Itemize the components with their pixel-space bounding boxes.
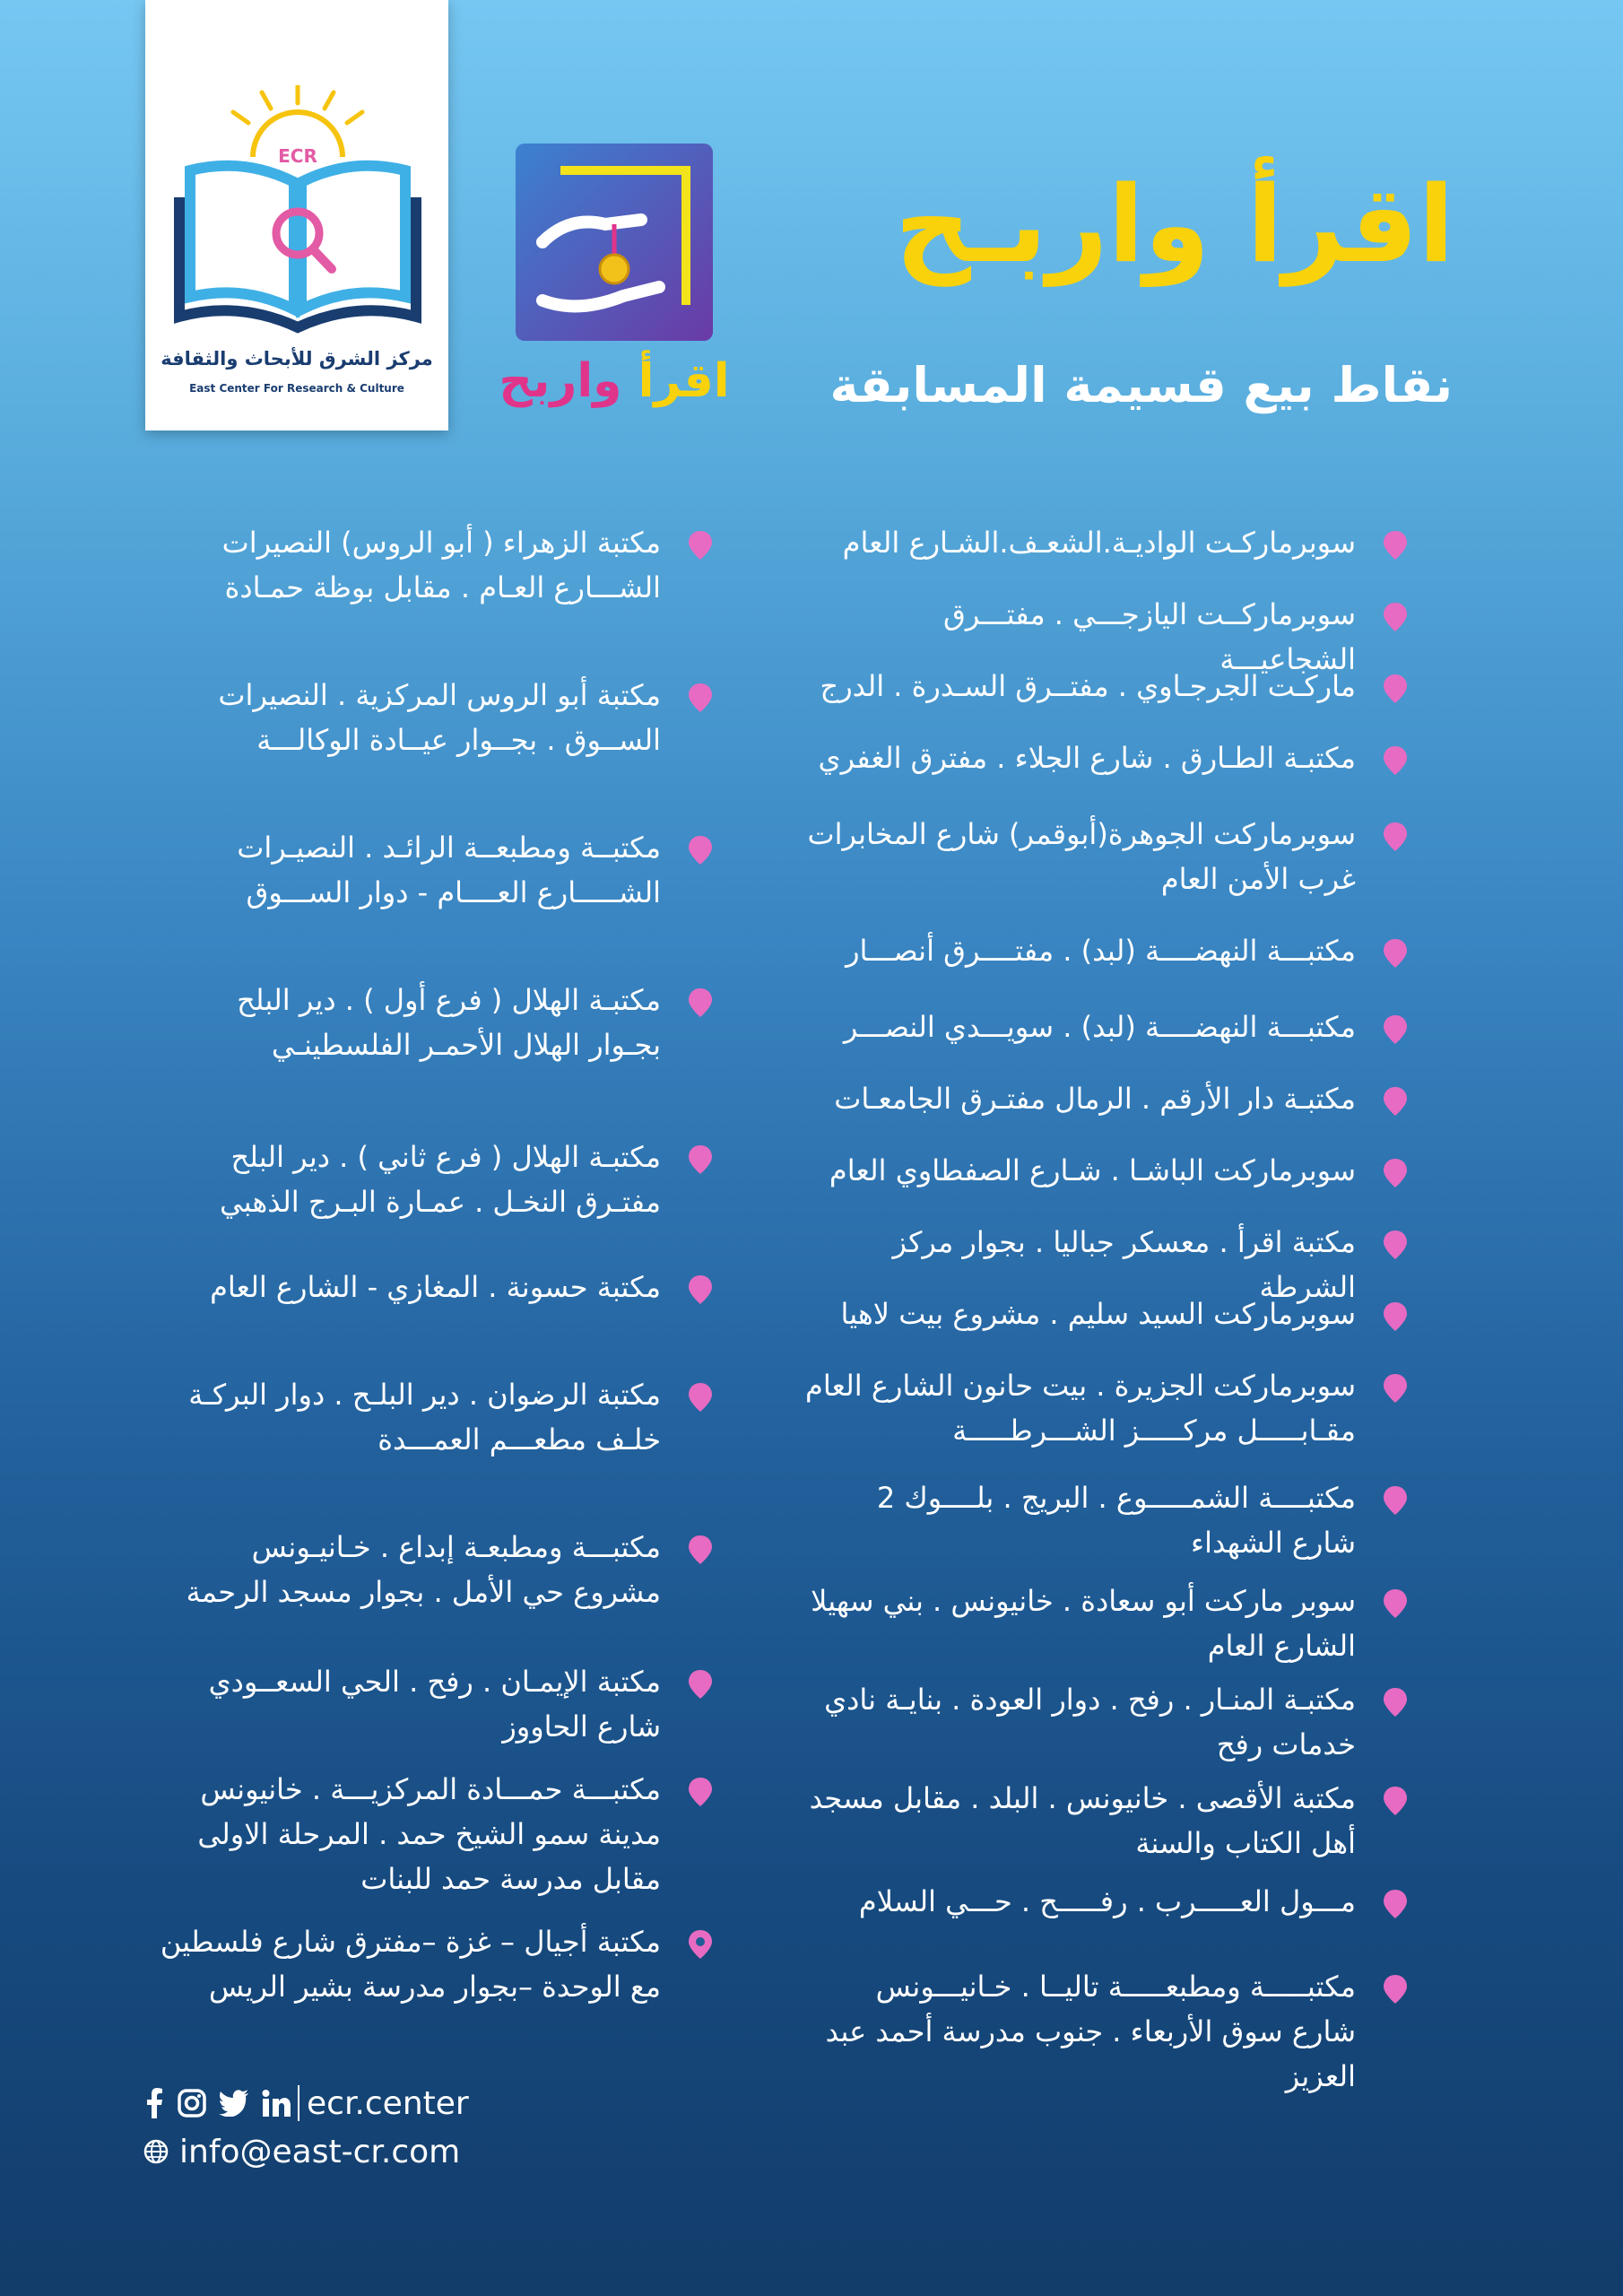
location-pin-icon xyxy=(1381,1013,1410,1046)
list-item xyxy=(798,1578,1417,1677)
list-item xyxy=(103,1372,722,1471)
sales-point-text: مـــول العـــــرب . رفـــــح . حـــي السلام xyxy=(858,1884,1356,1918)
sales-point-text: مكتبـــة النهضــــة (لبد) . مفتــــرق أنصـــار xyxy=(846,934,1356,968)
email-row xyxy=(143,2127,469,2176)
list-item xyxy=(103,1659,722,1758)
emblem-word-read: اقرأ xyxy=(638,354,730,408)
list-item xyxy=(103,673,722,771)
emblem-caption xyxy=(498,354,731,408)
globe-icon xyxy=(143,2139,169,2164)
page-title: اقرأ واربـح xyxy=(894,162,1454,286)
location-pin-icon xyxy=(686,529,715,561)
sales-point-text: مكتبـــة حمـــادة المركزيـــة . خانيونس مدينة سمو الشيخ حمد . المرحلة الاولى مقابل مدرسة حمد للبنات xyxy=(197,1772,661,1896)
location-pin-icon xyxy=(686,1274,715,1306)
list-item xyxy=(103,1265,722,1363)
linkedin-icon[interactable] xyxy=(262,2089,291,2118)
sales-point-text: مكتبـة دار الأرقم . الرمال مفتـرق الجامعـات xyxy=(834,1082,1356,1116)
sales-point-text: سوبرماركت السيد سليم . مشروع بيت لاهيا xyxy=(840,1297,1356,1331)
sales-point-text: سوبرماركت الجوهرة(أبوقمر) شارع المخابرات غرب الأمن العام xyxy=(807,817,1356,896)
sales-point-text: مكتبة حسونة . المغازي - الشارع العام xyxy=(210,1270,661,1304)
list-item xyxy=(103,1919,722,2018)
list-item xyxy=(798,1776,1417,1874)
sales-point-text: مكتبة الأقصى . خانيونس . البلد . مقابل مسجد أهل الكتاب والسنة xyxy=(809,1781,1356,1860)
list-item xyxy=(103,520,722,619)
location-pin-icon xyxy=(1381,673,1410,705)
list-item xyxy=(103,1525,722,1623)
location-pin-icon xyxy=(686,1928,715,1961)
sales-point-text: مكتبـة الطـارق . شارع الجلاء . مفترق الغفري xyxy=(818,741,1356,775)
location-pin-icon xyxy=(1381,1973,1410,2005)
read-and-win-emblem-icon xyxy=(507,135,722,350)
location-pin-icon xyxy=(1381,529,1410,561)
logo-name-arabic: مركز الشرق للأبحاث والثقافة xyxy=(161,348,433,370)
list-item xyxy=(103,1767,722,1896)
list-item xyxy=(798,1879,1417,1978)
ecr-logo-card xyxy=(145,0,448,430)
location-pin-icon xyxy=(1381,601,1410,633)
location-pin-icon xyxy=(1381,1785,1410,1817)
sales-point-text: مكتبـة الهلال ( فرع ثاني ) . دير البلح مفتـرق النخـل . عمـارة البـرج الذهبي xyxy=(220,1140,661,1219)
sales-point-text: سوبرماركت الباشـا . شـارع الصفطاوي العام xyxy=(829,1153,1356,1187)
sales-point-text: سوبرماركت الجزيرة . بيت حانون الشارع العام مقـابـــــل مركـــــز الشـــرطـــــة xyxy=(805,1369,1356,1448)
page-subtitle: نقاط بيع قسيمة المسابقة xyxy=(829,357,1453,413)
instagram-icon[interactable] xyxy=(178,2089,206,2118)
location-pin-icon xyxy=(1381,1085,1410,1118)
sales-point-text: سوبر ماركت أبو سعادة . خانيونس . بني سهيلا الشارع العام xyxy=(811,1584,1356,1663)
social-row xyxy=(143,2079,469,2127)
ecr-book-logo-icon xyxy=(172,85,423,345)
location-pin-icon xyxy=(1381,1686,1410,1718)
sales-point-text: ماركـت الجرجـاوي . مفتــرق السـدرة . الدرج xyxy=(820,669,1356,703)
location-pin-icon xyxy=(686,834,715,866)
sales-point-text: مكتبة الإيمـان . رفح . الحي السعــودي شارع الحاووز xyxy=(208,1665,661,1744)
sales-point-text: مكتبة أبو الروس المركزية . النصيرات الســوق . بجــوار عيــادة الوكالـــة xyxy=(218,678,661,757)
location-pin-icon xyxy=(686,1534,715,1566)
contact-footer xyxy=(143,2079,469,2176)
sales-point-text: مكتبـة الهلال ( فرع أول ) . دير البلح بجـوار الهلال الأحمـر الفلسطينـي xyxy=(237,983,661,1062)
facebook-icon[interactable] xyxy=(143,2088,165,2118)
emblem-word-win: واربح xyxy=(499,354,622,408)
twitter-icon[interactable] xyxy=(219,2090,249,2117)
location-pin-icon xyxy=(1381,937,1410,970)
location-pin-icon xyxy=(1381,744,1410,777)
ecr-letters: ECR xyxy=(278,145,317,167)
sales-point-text: مكتبـة المنـار . رفح . دوار العودة . بنايـة نادي خدمات رفح xyxy=(824,1683,1356,1761)
location-pin-icon xyxy=(686,1668,715,1700)
sales-point-text: مكتبـــــة ومطبعـــــة تاليــا . خـانيـــونس شارع سوق الأربعاء . جنوب مدرسة أحمد عبد العزيز xyxy=(825,1970,1356,2093)
logo-name-english: East Center For Research & Culture xyxy=(189,382,404,395)
location-pin-icon xyxy=(1381,1300,1410,1333)
location-pin-icon xyxy=(686,1144,715,1176)
location-pin-icon xyxy=(1381,1157,1410,1189)
list-item xyxy=(103,825,722,924)
sales-point-text: مكتبة الزهراء ( أبو الروس) النصيرات الشـــارع العـام . مقابل بوظة حمـادة xyxy=(221,526,661,604)
list-item xyxy=(798,1964,1417,2093)
footer-divider xyxy=(298,2085,299,2121)
location-pin-icon xyxy=(686,987,715,1019)
location-pin-icon xyxy=(1381,821,1410,853)
sales-point-text: مكتبة الرضوان . دير البلـح . دوار البركـة خلـف مطعـــم العمـــدة xyxy=(188,1378,661,1457)
location-pin-icon xyxy=(686,1381,715,1413)
sales-point-text: مكتبـــة النهضــــة (لبد) . سويـــدي النصـــر xyxy=(843,1010,1356,1044)
list-item xyxy=(798,1363,1417,1462)
location-pin-icon xyxy=(686,682,715,714)
website-link[interactable]: ecr.center xyxy=(307,2084,469,2122)
sales-point-text: مكتبــة ومطبعــة الرائـد . النصيـرات الشـــــارع العــــام - دوار الســـوق xyxy=(237,831,661,909)
location-pin-icon xyxy=(686,1776,715,1808)
sales-point-text: مكتبة اقرأ . معسكر جباليا . بجوار مركز الشرطة xyxy=(892,1225,1356,1304)
location-pin-icon xyxy=(1381,1888,1410,1920)
sales-point-text: سوبرماركــت اليازجـــي . مفتـــرق الشجاعيـــة xyxy=(942,597,1356,676)
sales-point-text: مكتبة أجيال – غزة –مفترق شارع فلسطين مع الوحدة –بجوار مدرسة بشير الريس xyxy=(160,1925,661,2004)
email-link[interactable]: info@east-cr.com xyxy=(179,2133,461,2170)
sales-point-text: مكتبـــة ومطبعـة إبداع . خـانيـونس مشروع حي الأمل . بجوار مسجد الرحمة xyxy=(186,1530,661,1609)
list-item xyxy=(103,978,722,1076)
location-pin-icon xyxy=(1381,1229,1410,1261)
list-item xyxy=(798,1677,1417,1776)
location-pin-icon xyxy=(1381,1484,1410,1517)
list-item xyxy=(103,1135,722,1233)
list-item xyxy=(798,812,1417,910)
sales-point-text: مكتبــــة الشمـــــوع . البريج . بلــــوك 2 شارع الشهداء xyxy=(876,1481,1356,1560)
sales-point-text: سوبرماركـت الواديـة.الشعـف.الشـارع العام xyxy=(842,526,1356,560)
location-pin-icon xyxy=(1381,1587,1410,1620)
list-item xyxy=(798,1475,1417,1574)
location-pin-icon xyxy=(1381,1372,1410,1405)
